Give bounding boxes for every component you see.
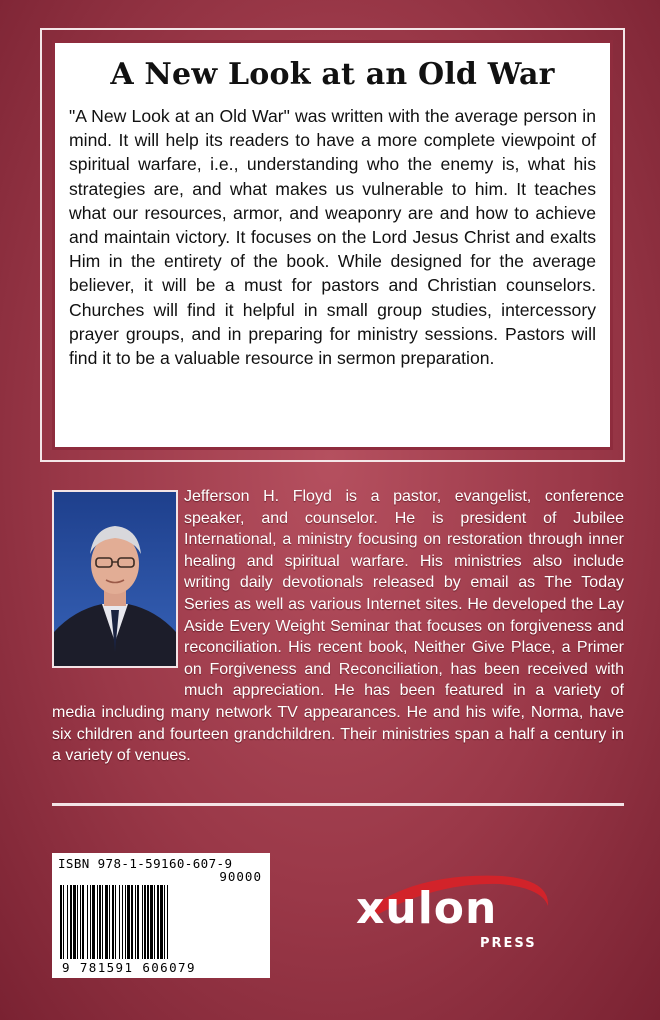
- barcode-bar: [60, 885, 62, 959]
- author-bio-text: Jefferson H. Floyd is a pastor, evangelist, conference speaker, and counselor. He is president of Jubilee International, a ministry focusing on restoration through inner healing and spiritual warfare. His ministries also include writing daily devotionals released by email as The Today Series as well as various Internet sites. He developed the Lay Aside Every Weight Seminar that focuses on forgiveness and reconciliation. His recent book, Neither Give Place, a Primer on Forgiveness and Reconciliation, has been received with much appreciation. He has been featured in a variety of media including many network TV appearances. He and his wife, Norma, have six children and fourteen grandchildren. Their ministries span a half a century in a variety of venues.: [52, 488, 624, 765]
- barcode-bar: [125, 885, 126, 959]
- author-photo: [52, 490, 178, 668]
- barcode-bar: [77, 885, 78, 959]
- barcode-digits: 9 781591 606079: [62, 960, 196, 975]
- barcode-bar: [97, 885, 98, 959]
- barcode-bar: [102, 885, 103, 959]
- author-portrait-icon: [54, 492, 176, 666]
- barcode-bar: [122, 885, 123, 959]
- isbn-barcode: [52, 853, 270, 978]
- barcode-bar: [164, 885, 165, 959]
- barcode-bar: [160, 885, 163, 959]
- barcode-bar: [142, 885, 143, 959]
- barcode-bar: [105, 885, 108, 959]
- barcode-bar: [167, 885, 168, 959]
- barcode-bar: [150, 885, 153, 959]
- barcode-bar: [131, 885, 133, 959]
- barcode-bar: [73, 885, 76, 959]
- section-divider: [52, 803, 624, 806]
- barcode-bar: [82, 885, 84, 959]
- barcode-bar: [112, 885, 114, 959]
- barcode-bar: [147, 885, 149, 959]
- barcode-bar: [127, 885, 130, 959]
- barcode-bar: [63, 885, 64, 959]
- barcode-price-code: 90000: [219, 869, 262, 884]
- book-title: A New Look at an Old War: [110, 57, 555, 92]
- publisher-name: xulon: [356, 883, 498, 934]
- barcode-bar: [80, 885, 81, 959]
- barcode-bars-icon: [60, 885, 262, 959]
- barcode-bar: [157, 885, 159, 959]
- isbn-number: ISBN 978-1-59160-607-9: [58, 856, 233, 871]
- publisher-logo: [352, 862, 552, 962]
- barcode-bar: [119, 885, 120, 959]
- barcode-bar: [92, 885, 95, 959]
- blurb-box: [52, 40, 613, 450]
- book-description: "A New Look at an Old War" was written with the average person in mind. It will help its readers to have a more complete viewpoint of spiritual warfare, i.e., understanding who the enemy is, what his strategies are, and what makes us vulnerable to him. It teaches what our resources, armor, and weaponry are and how to achieve and maintain victory. It focuses on the Lord Jesus Christ and exalts Him in the entirety of the book. While designed for the average believer, it will be a must for pastors and Christian counselors. Churches will find it helpful in small group studies, intercessory prayer groups, and in preparing for ministry sessions. Pastors will find it to be a valuable resource in sermon preparation.: [69, 106, 596, 369]
- barcode-bar: [137, 885, 139, 959]
- barcode-bar: [154, 885, 155, 959]
- publisher-imprint: PRESS: [480, 936, 537, 951]
- barcode-bar: [67, 885, 68, 959]
- barcode-bar: [90, 885, 91, 959]
- barcode-bar: [99, 885, 101, 959]
- barcode-bar: [87, 885, 88, 959]
- barcode-bar: [144, 885, 146, 959]
- barcode-bar: [135, 885, 136, 959]
- barcode-bar: [70, 885, 72, 959]
- barcode-bar: [109, 885, 110, 959]
- barcode-bar: [115, 885, 116, 959]
